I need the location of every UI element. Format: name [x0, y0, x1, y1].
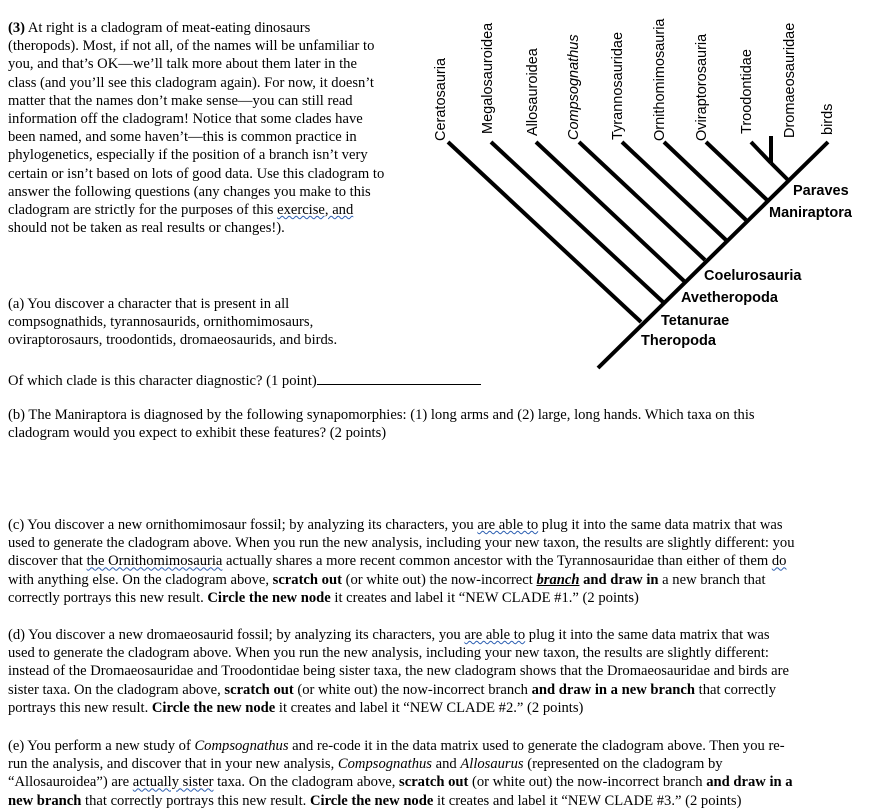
question-c-text: discover that [8, 553, 87, 570]
question-e-text: run the analysis, and discover that in your new analysis, [8, 756, 338, 773]
question-e-text: (or white out) the now-incorrect branch [468, 774, 707, 791]
clade-label-coelurosauria: Coelurosauria [704, 268, 802, 284]
question-c-text: Circle the new node [207, 589, 331, 606]
taxon-label-troodontidae: Troodontidae [739, 49, 755, 134]
branch-allosauroidea [536, 142, 684, 281]
branch-ceratosauria [448, 142, 641, 322]
question-e-text: Compsognathus [337, 756, 432, 773]
taxon-label-ceratosauria: Ceratosauria [433, 57, 449, 141]
intro-line: At right is a cladogram of meat-eating dinosaurs [25, 20, 311, 36]
question-c-text: with anything else. On the cladogram above, [8, 571, 273, 588]
intro-line: been named, and some haven’t—this is common practice in [8, 129, 357, 146]
cladogram [0, 0, 885, 400]
taxon-label-megalosauroidea: Megalosauroidea [480, 22, 496, 134]
taxon-label-oviraptorosauria: Oviraptorosauria [694, 33, 710, 141]
question-c-text: actually shares a more recent common ancestor with the Tyrannosauridae than either of them [222, 553, 772, 570]
question-c-text: are able to [477, 517, 539, 533]
intro-line: (theropods). Most, if not all, of the names will be unfamiliar to [8, 38, 375, 55]
intro-line: information off the cladogram! Notice that some clades have [8, 111, 363, 128]
taxon-label-allosauroidea: Allosauroidea [525, 48, 541, 136]
branch-tyrannosauridae [622, 142, 726, 240]
intro-line: certain or isn’t based on lots of good data. Use this cladogram to [8, 165, 385, 182]
question-c-text: (or white out) the now-incorrect [341, 571, 537, 588]
question-d-text: (or white out) the now-incorrect branch [293, 681, 532, 698]
question-d-text: You discover a new dromaeosaurid fossil; by analyzing its characters, you [25, 627, 465, 643]
question-e-text: that correctly portrays this new result. [81, 792, 310, 809]
question-c-line: used to generate the cladogram above. When you run the new analysis, including your new taxon, the results are slightly different: you [8, 535, 795, 552]
branch-megalosauroidea [491, 142, 663, 302]
question-e-text: Circle the new node [309, 792, 434, 809]
question-c-text: do [771, 553, 787, 570]
intro-line: should not be taken as real results or changes!). [8, 220, 285, 237]
question-d-text: are able to [464, 627, 526, 643]
taxon-label-birds: birds [820, 103, 836, 135]
question-d-text: portrays this new result. [8, 699, 152, 716]
question-c-text: and draw in [579, 571, 659, 588]
question-d-line: instead of the Dromaeosauridae and Troodontidae being sister taxa, the new cladogram shows that the Dromaeosauridae and birds are [8, 663, 789, 680]
cladogram-branches [448, 136, 828, 368]
question-e-text: (represented on the cladogram by [523, 756, 723, 773]
question-b-line: cladogram would you expect to exhibit these features? (2 points) [8, 425, 387, 442]
question-d-line: used to generate the cladogram above. When you run the new analysis, including your new taxon, the results are slightly different: [8, 645, 769, 662]
taxon-label-ornithomimosauria: Ornithomimosauria [652, 18, 668, 141]
question-d-text: that correctly [695, 681, 777, 698]
question-c-text: You discover a new ornithomimosaur fossil; by analyzing its characters, you [24, 517, 478, 533]
taxon-label-dromaeosauridae: Dromaeosauridae [782, 22, 798, 138]
branch-paravian-stem [771, 163, 788, 180]
question-c-text: correctly portrays this new result. [8, 589, 208, 606]
question-d [8, 626, 883, 717]
intro-line: matter that the names don’t make sense—you can still read [8, 92, 353, 109]
question-a-line: oviraptorosaurs, troodontids, dromaeosaurids, and birds. [8, 332, 338, 349]
question-d-text: plug it into the same data matrix that was [525, 627, 770, 643]
question-e-text: Allosaurus [460, 756, 524, 773]
question-a-line: compsognathids, tyrannosaurids, ornithomimosaurs, [8, 314, 314, 331]
clade-label-theropoda: Theropoda [641, 333, 716, 349]
clade-label-paraves: Paraves [793, 183, 849, 199]
question-e-text: and re-code it in the data matrix used to generate the cladogram above. Then you re- [288, 738, 785, 754]
question-e [8, 737, 883, 810]
question-c-text: plug it into the same data matrix that was [538, 517, 783, 533]
branch-troodontidae [751, 142, 771, 163]
intro-line: answer the following questions (any changes you make to this [8, 183, 371, 200]
question-a-prompt-text: Of which clade is this character diagnostic? (1 point) [8, 373, 317, 389]
question-c-label: (c) [8, 517, 25, 533]
intro-line: class (and you’ll see this cladogram again). For now, it doesn’t [8, 74, 374, 91]
question-b [8, 406, 878, 442]
question-e-text: and [431, 756, 461, 773]
clade-label-avetheropoda: Avetheropoda [681, 290, 778, 306]
question-c-text: branch [536, 571, 580, 588]
question-b-label: (b) [8, 407, 26, 423]
question-d-text: Circle the new node [151, 699, 276, 716]
question-a-line: You discover a character that is present in all [24, 296, 290, 312]
intro-line: phylogenetics, especially if the position of a branch isn’t very [8, 147, 368, 164]
question-d-text: it creates and label it “NEW CLADE #2.” (2 points) [275, 699, 584, 716]
question-e-text: actually sister [132, 774, 214, 791]
question-e-text: “Allosauroidea”) are [8, 774, 133, 791]
taxon-label-tyrannosauridae: Tyrannosauridae [610, 31, 626, 140]
taxon-label-compsognathus: Compsognathus [566, 34, 582, 140]
question-e-text: scratch out [399, 774, 469, 791]
question-d-label: (d) [8, 627, 26, 643]
question-c-text: scratch out [272, 571, 342, 588]
question-c-text: it creates and label it “NEW CLADE #1.” (2 points) [330, 589, 639, 606]
intro-line: you, and that’s OK—we’ll talk more about them later in the [8, 56, 357, 73]
question-e-label: (e) [8, 738, 25, 754]
intro-line-underlined: exercise, and [277, 202, 354, 219]
question-b-line: The Maniraptora is diagnosed by the following synapomorphies: (1) long arms and (2) large, long hands. Which taxa on this [25, 407, 755, 423]
question-a-label: (a) [8, 296, 25, 312]
question-e-text: new branch [8, 792, 82, 809]
question-e-text: taxa. On the cladogram above, [213, 774, 400, 791]
question-e-text: it creates and label it “NEW CLADE #3.” (2 points) [433, 792, 742, 809]
question-3-number: (3) [8, 20, 26, 36]
question-c-text: the Ornithomimosauria [86, 553, 223, 570]
question-d-text: and draw in a new branch [531, 681, 695, 698]
question-e-text: and draw in a [706, 774, 793, 791]
clade-label-tetanurae: Tetanurae [661, 313, 730, 329]
question-e-text: Compsognathus [194, 738, 289, 754]
question-c-text: a new branch that [658, 571, 766, 588]
clade-label-maniraptora: Maniraptora [769, 205, 852, 221]
branch-ornithomimosauria [664, 142, 746, 220]
question-e-text: You perform a new study of [24, 738, 195, 754]
question-d-text: scratch out [224, 681, 294, 698]
question-c [8, 516, 883, 607]
question-d-text: sister taxa. On the cladogram above, [8, 681, 225, 698]
intro-line: cladogram are strictly for the purposes of this [8, 202, 278, 219]
